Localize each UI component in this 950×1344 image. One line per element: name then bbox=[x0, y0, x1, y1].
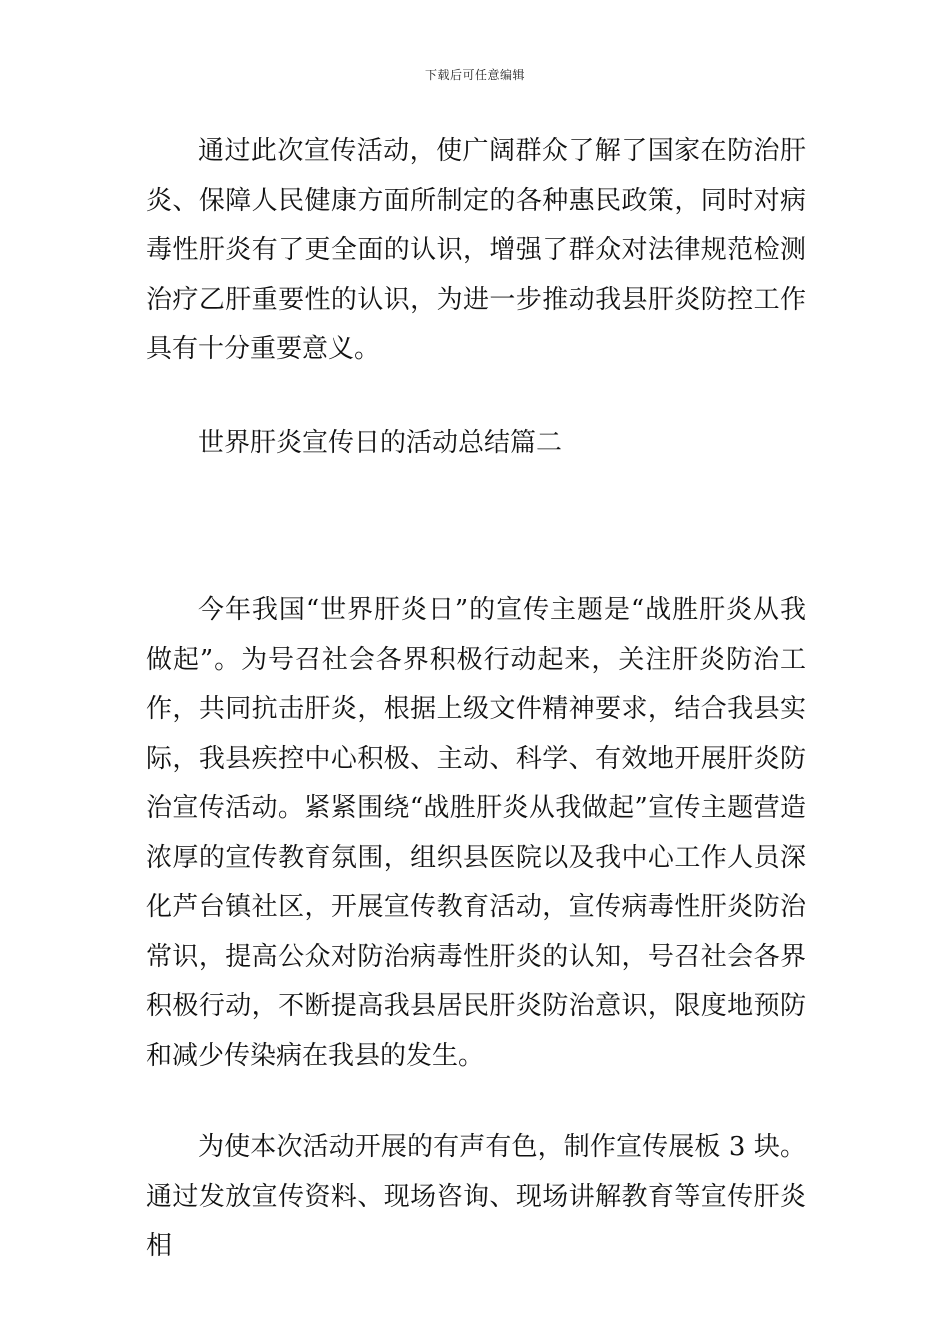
paragraph-3: 为使本次活动开展的有声有色，制作宣传展板 3 块。通过发放宣传资料、现场咨询、现场讲解教育等宣传肝炎相 bbox=[146, 1132, 806, 1261]
paragraph-2: 今年我国“世界肝炎日”的宣传主题是“战胜肝炎从我做起”。为号召社会各界积极行动起来，关注肝炎防治工作，共同抗击肝炎，根据上级文件精神要求，结合我县实际，我县疾控中心积极、主动、科学、有效地开展肝炎防治宣传活动。紧紧围绕“战胜肝炎从我做起”宣传主题营造浓厚的宣传教育氛围，组织县医院以及我中心工作人员深化芦台镇社区，开展宣传教育活动，宣传病毒性肝炎防治常识，提高公众对防治病毒性肝炎的认知，号召社会各界积极行动，不断提高我县居民肝炎防治意识，限度地预防和减少传染病在我县的发生。 bbox=[146, 595, 806, 1071]
section-title: 世界肝炎宣传日的活动总结篇二 bbox=[198, 427, 563, 458]
header-note: 下载后可任意编辑 bbox=[424, 68, 525, 82]
paragraph-1: 通过此次宣传活动，使广阔群众了解了国家在防治肝炎、保障人民健康方面所制定的各种惠民政策，同时对病毒性肝炎有了更全面的认识，增强了群众对法律规范检测治疗乙肝重要性的认识，为进一步推动我县肝炎防控工作具有十分重要意义。 bbox=[146, 136, 806, 364]
document-body bbox=[146, 127, 806, 1272]
